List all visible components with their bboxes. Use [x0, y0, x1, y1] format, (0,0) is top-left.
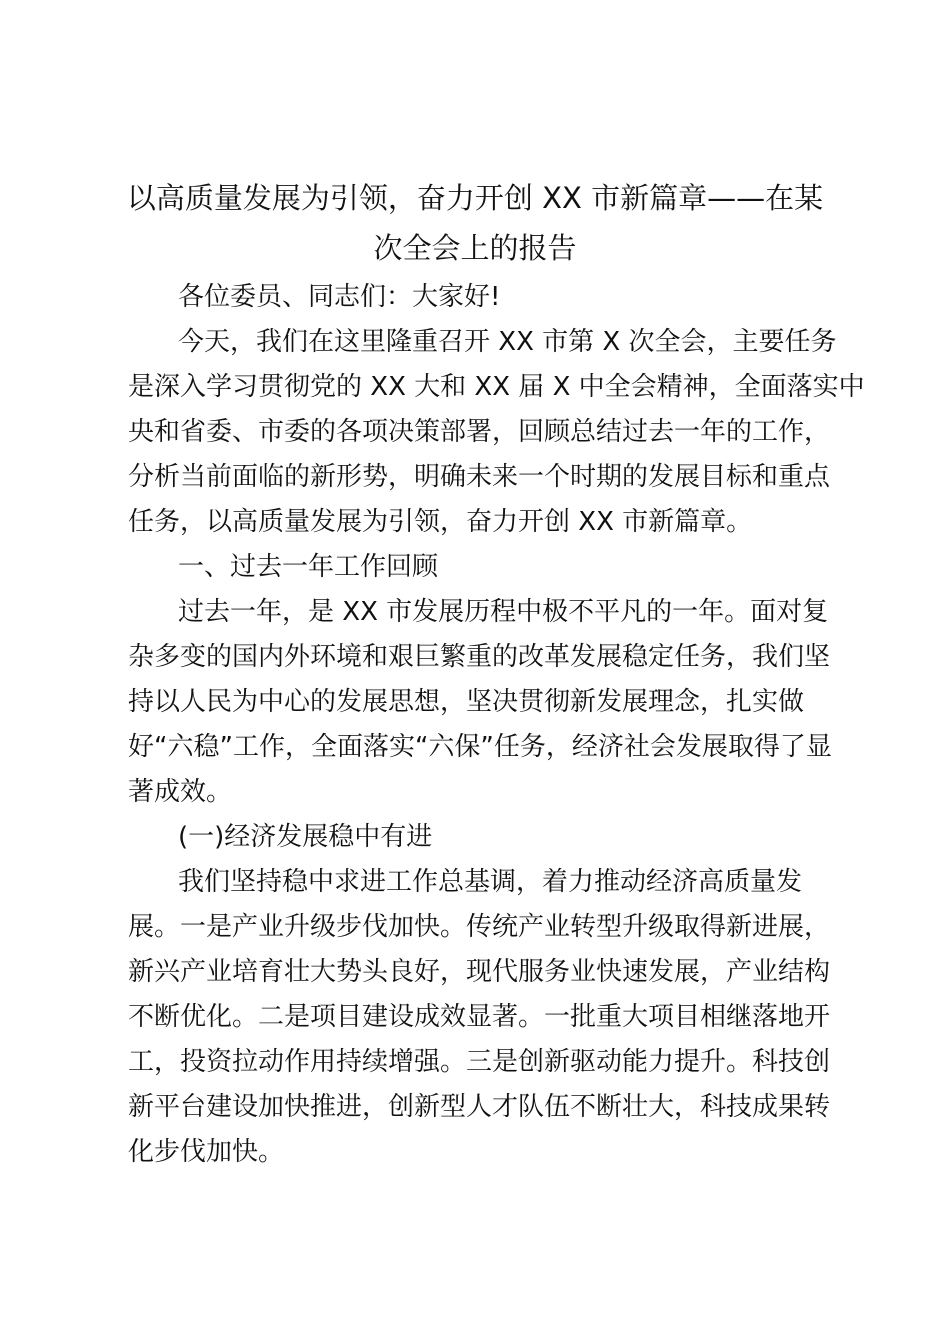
- document-title-line-1: 以高质量发展为引领，奋力开创 XX 市新篇章——在某: [126, 181, 824, 215]
- paragraph-line: 持以人民为中心的发展思想，坚决贯彻新发展理念，扎实做: [128, 687, 805, 717]
- paragraph-line: 展。一是产业升级步伐加快。传统产业转型升级取得新进展，: [128, 912, 831, 942]
- paragraph-line: 工，投资拉动作用持续增强。三是创新驱动能力提升。科技创: [128, 1047, 831, 1077]
- paragraph-line: 过去一年，是 XX 市发展历程中极不平凡的一年。面对复: [178, 597, 829, 627]
- paragraph-line: 今天，我们在这里隆重召开 XX 市第 X 次全会，主要任务: [178, 327, 837, 357]
- subsection-heading: (一)经济发展稳中有进: [178, 822, 433, 852]
- paragraph-line: 不断优化。二是项目建设成效显著。一批重大项目相继落地开: [128, 1002, 831, 1032]
- salutation: 各位委员、同志们：大家好!: [178, 282, 501, 312]
- paragraph-line: 新平台建设加快推进，创新型人才队伍不断壮大，科技成果转: [128, 1092, 831, 1122]
- paragraph-line: 是深入学习贯彻党的 XX 大和 XX 届 X 中全会精神，全面落实中: [128, 372, 865, 402]
- document-title-line-2: 次全会上的报告: [373, 231, 577, 265]
- paragraph-line: 化步伐加快。: [128, 1137, 285, 1167]
- paragraph-line: 著成效。: [128, 777, 233, 807]
- paragraph-line: 新兴产业培育壮大势头良好，现代服务业快速发展，产业结构: [128, 957, 831, 987]
- paragraph-line: 好“六稳”工作，全面落实“六保”任务，经济社会发展取得了显: [128, 732, 832, 762]
- paragraph-line: 央和省委、市委的各项决策部署，回顾总结过去一年的工作，: [128, 417, 831, 447]
- paragraph-line: 我们坚持稳中求进工作总基调，着力推动经济高质量发: [178, 867, 803, 897]
- paragraph-line: 分析当前面临的新形势，明确未来一个时期的发展目标和重点: [128, 462, 831, 492]
- paragraph-line: 任务，以高质量发展为引领，奋力开创 XX 市新篇章。: [128, 507, 753, 537]
- section-heading: 一、过去一年工作回顾: [178, 552, 439, 582]
- paragraph-line: 杂多变的国内外环境和艰巨繁重的改革发展稳定任务，我们坚: [128, 642, 831, 672]
